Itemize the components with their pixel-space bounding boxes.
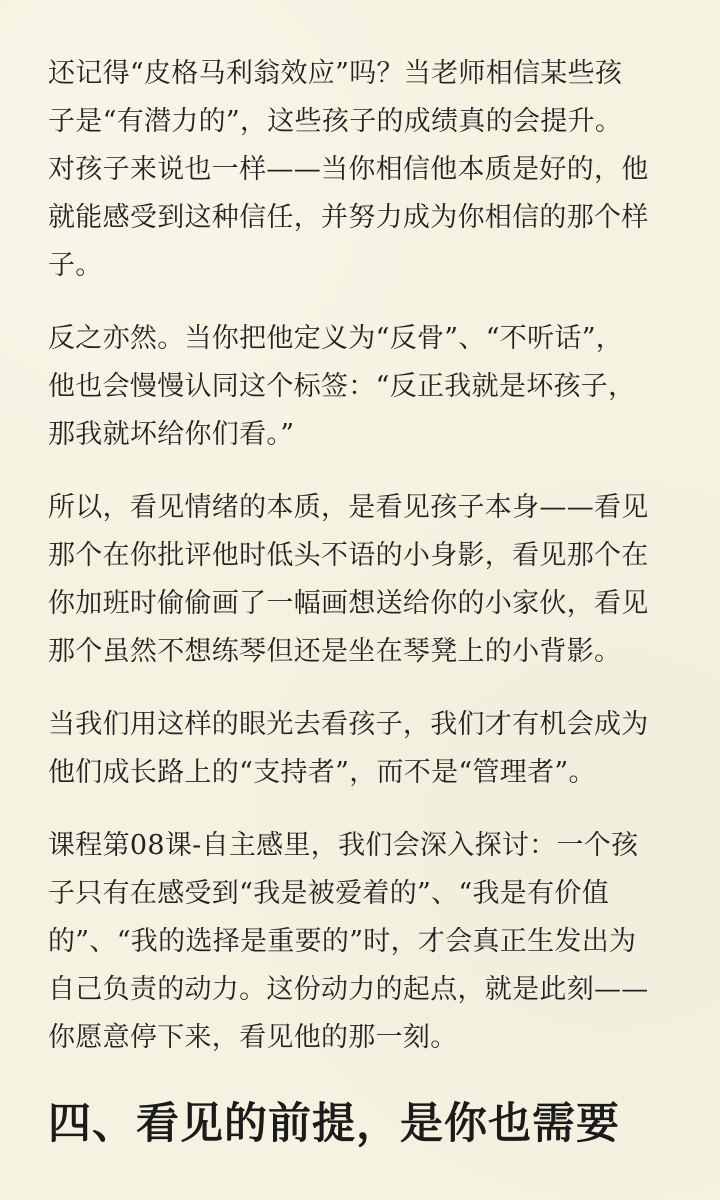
section-heading: 四、看见的前提，是你也需要 (48, 1099, 620, 1149)
paragraph-line: 当我们用这样的眼光去看孩子，我们才有机会成为 (48, 709, 649, 740)
paragraph-course-lesson (48, 822, 674, 1062)
paragraph-line: 课程第08课-自主感里，我们会深入探讨：一个孩 (48, 830, 639, 861)
paragraph-line: 自己负责的动力。这份动力的起点，就是此刻—— (48, 974, 649, 1005)
paragraph-line: 子是“有潜力的”，这些孩子的成绩真的会提升。 (48, 106, 623, 137)
paragraph-supporter (48, 701, 674, 797)
paragraph-line: 他也会慢慢认同这个标签：“反正我就是坏孩子， (48, 371, 636, 402)
paragraph-see-the-child (48, 484, 674, 676)
paragraph-line: 他们成长路上的“支持者”，而不是“管理者”。 (48, 757, 596, 788)
paragraph-line: 你愿意停下来，看见他的那一刻。 (48, 1022, 458, 1053)
paragraph-conversely (48, 315, 674, 459)
paragraph-line: 子只有在感受到“我是被爱着的”、“我是有价值 (48, 878, 610, 909)
article-body (48, 50, 674, 1087)
paragraph-line: 反之亦然。当你把他定义为“反骨”、“不听话”， (48, 323, 624, 354)
paragraph-line: 那个在你批评他时低头不语的小身影，看见那个在 (48, 540, 649, 571)
paragraph-line: 所以，看见情绪的本质，是看见孩子本身——看见 (48, 492, 649, 523)
paragraph-line: 还记得“皮格马利翁效应”吗？当老师相信某些孩 (48, 58, 623, 89)
paragraph-line: 对孩子来说也一样——当你相信他本质是好的，他 (48, 154, 649, 185)
paragraph-line: 那个虽然不想练琴但还是坐在琴凳上的小背影。 (48, 636, 622, 667)
paragraph-line: 那我就坏给你们看。” (48, 419, 295, 450)
paragraph-line: 的”、“我的选择是重要的”时，才会真正生发出为 (48, 926, 637, 957)
paragraph-line: 你加班时偷偷画了一幅画想送给你的小家伙，看见 (48, 588, 649, 619)
paragraph-line: 子。 (48, 250, 103, 281)
paragraph-line: 就能感受到这种信任，并努力成为你相信的那个样 (48, 202, 649, 233)
paragraph-pygmalion-effect (48, 50, 674, 290)
